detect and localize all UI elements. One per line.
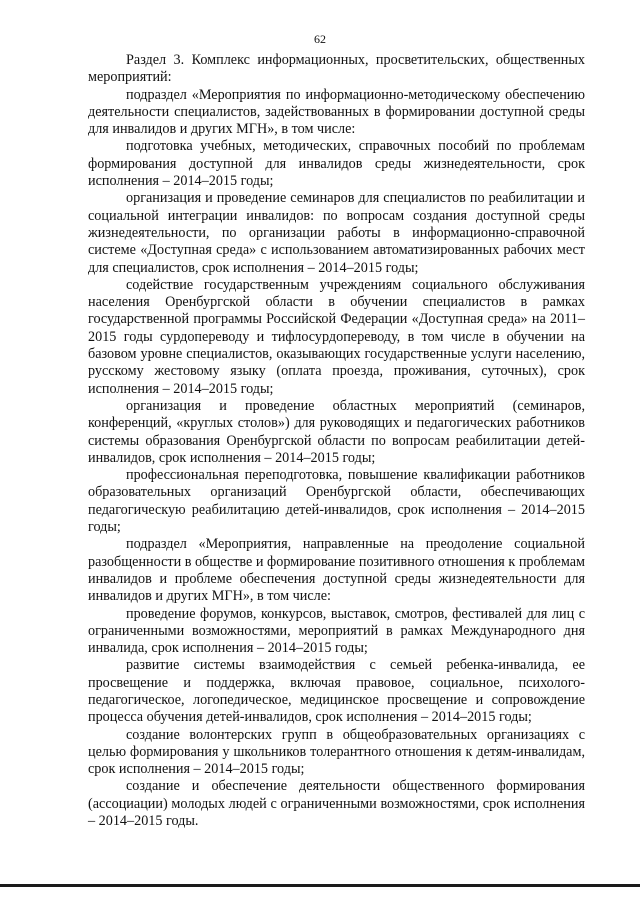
subsection-heading-2: подраздел «Мероприятия, направленные на преодоление социальной разобщенности в обществе и формирование позитивного отношения к проблемам инвалидов и проблеме обеспечения доступной среды жизнедеятельности для инвалидов и других МГН», в том числе: [88,536,585,605]
subsection-heading-1: подраздел «Мероприятия по информационно-методическому обеспечению деятельности специалистов, задействованных в формировании доступной среды для инвалидов и других МГН», в том числе: [88,86,585,138]
paragraph: создание волонтерских групп в общеобразовательных организациях с целью формирования у школьников толерантного отношения к детям-инвалидам, срок исполнения – 2014–2015 годы; [88,726,585,778]
paragraph: создание и обеспечение деятельности общественного формирования (ассоциации) молодых людей с ограниченными возможностями, срок исполнения – 2014–2015 годы. [88,778,585,830]
paragraph: организация и проведение областных мероприятий (семинаров, конференций, «круглых столов») для руководящих и педагогических работников системы образования Оренбургской области по вопросам реабилитации детей-инвалидов, срок исполнения – 2014–2015 годы; [88,397,585,466]
section-heading: Раздел 3. Комплекс информационных, просветительских, общественных мероприятий: [88,52,585,86]
paragraph: проведение форумов, конкурсов, выставок, смотров, фестивалей для лиц с ограниченными возможностями, мероприятий в рамках Международного дня инвалида, срок исполнения – 2014–2015 годы; [88,605,585,657]
paragraph: организация и проведение семинаров для специалистов по реабилитации и социальной интеграции инвалидов: по вопросам создания доступной среды жизнедеятельности, по организации работы в информационно-справочной системе «Доступная среда» с использованием автоматизированных рабочих мест для специалистов, срок исполнения – 2014–2015 годы; [88,190,585,276]
page-number: 62 [314,32,326,46]
paragraph: содействие государственным учреждениям социального обслуживания населения Оренбургской области в обучении специалистов в рамках государственной программы Российской Федерации «Доступная среда» на 2011–2015 годы сурдопереводу и тифлосурдопереводу, в том числе в обучении на базовом уровне специалистов, оказывающих государственные услуги населению, русскому жестовому языку (оплата проезда, проживания, суточных), срок исполнения – 2014–2015 годы; [88,276,585,397]
document-body [88,52,585,830]
paragraph: профессиональная переподготовка, повышение квалификации работников образовательных организаций Оренбургской области, обеспечивающих педагогическую реабилитацию детей-инвалидов, срок исполнения – 2014–2015 годы; [88,467,585,536]
paragraph: развитие системы взаимодействия с семьей ребенка-инвалида, ее просвещение и поддержка, включая правовое, социальное, психолого-педагогическое, логопедическое, медицинское просвещение и сопровождение процесса обучения детей-инвалидов, срок исполнения – 2014–2015 годы; [88,657,585,726]
paragraph: подготовка учебных, методических, справочных пособий по проблемам формирования доступной для инвалидов среды жизнедеятельности, срок исполнения – 2014–2015 годы; [88,138,585,190]
bottom-border-line [0,884,640,887]
